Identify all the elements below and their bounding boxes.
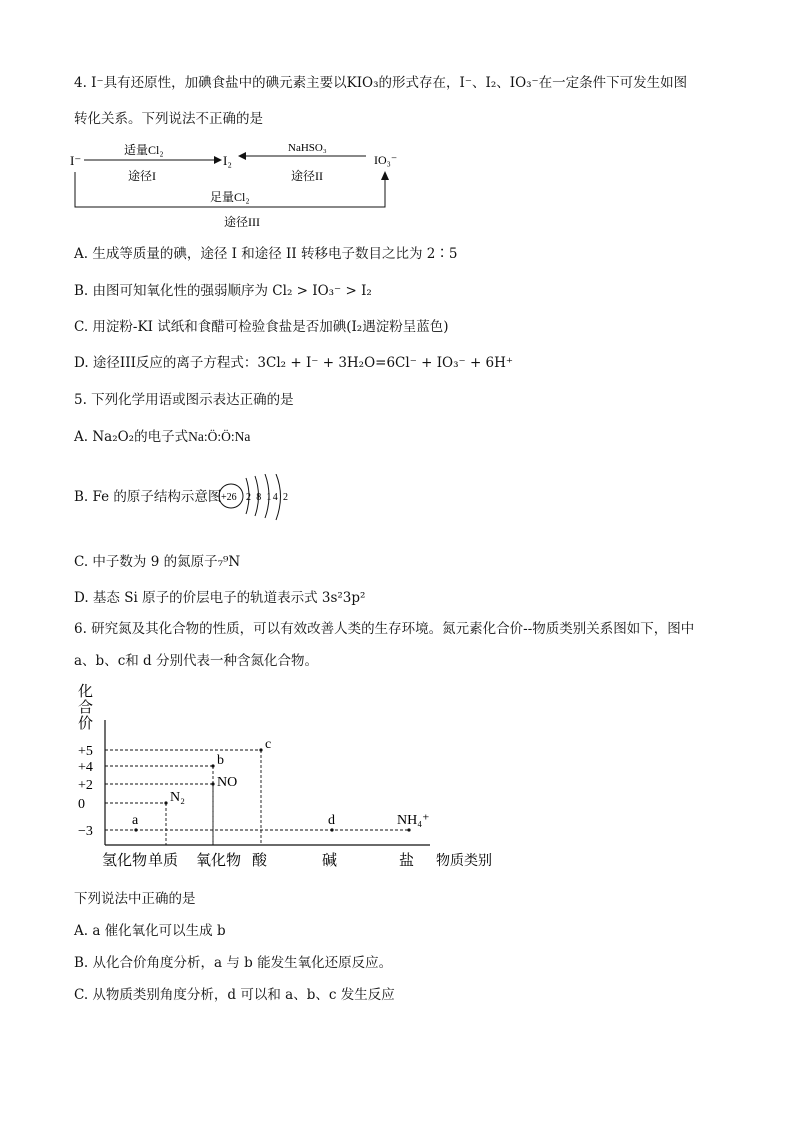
shell-electrons: 2 8 14 2: [246, 492, 288, 503]
na2o2-electron-formula: Na:Ö:Ö:Na: [188, 429, 251, 444]
fe-atom-structure-diagram: [216, 474, 296, 522]
x-category-label: 酸: [252, 853, 268, 869]
point-label: NH₄⁺: [397, 813, 430, 828]
q4-option-b: B. 由图可知氧化性的强弱顺序为 Cl₂ > IO₃⁻ > I₂: [74, 283, 372, 299]
q6-after-text: 下列说法中正确的是: [74, 891, 196, 907]
data-point: [259, 748, 262, 751]
q5-option-c: C. 中子数为 9 的氮原子₇⁹N: [74, 554, 241, 570]
x-category-label: 氧化物: [196, 853, 242, 869]
point-label: c: [265, 737, 272, 752]
q4-stem-line2: 转化关系。下列说法不正确的是: [74, 111, 263, 127]
label-path1: 途径I: [128, 169, 156, 183]
species-iodide: I⁻: [70, 153, 82, 168]
y-axis-title-char: 合: [78, 700, 94, 716]
q5-stem: 5. 下列化学用语或图示表达正确的是: [74, 392, 294, 408]
q5-option-a-text: A. Na₂O₂的电子式: [74, 429, 189, 445]
x-axis-title: 物质类别: [436, 854, 492, 869]
y-axis-title-char: 价: [78, 716, 94, 732]
q5-option-a: [74, 428, 250, 446]
data-point: [164, 801, 167, 804]
q5-option-d: D. 基态 Si 原子的价层电子的轨道表示式 3s²3p²: [74, 590, 366, 606]
point-label: NO: [217, 775, 238, 790]
y-axis-title-char: 化: [78, 684, 94, 700]
point-label: d: [328, 813, 335, 828]
label-path3: 途径III: [224, 215, 260, 229]
species-iodine: I₂: [223, 153, 232, 168]
q6-option-a: A. a 催化氧化可以生成 b: [74, 923, 226, 939]
point-label: b: [217, 753, 224, 768]
x-category-label: 氢化物: [102, 853, 148, 869]
y-tick-label: −3: [78, 824, 93, 839]
q4-option-a: A. 生成等质量的碘，途径 I 和途径 II 转移电子数目之比为 2∶5: [74, 246, 458, 262]
data-point: [134, 828, 137, 831]
data-point: [407, 828, 410, 831]
q4-stem-line1: 4. I⁻具有还原性，加碘食盐中的碘元素主要以KIO₃的形式存在，I⁻、I₂、IO₃⁻在一定条件下可发生如图: [74, 75, 688, 91]
y-tick-label: +5: [78, 744, 93, 759]
label-path2: 途径II: [291, 169, 323, 183]
species-iodate: IO₃⁻: [374, 153, 398, 167]
reagent-path1: 适量Cl₂: [124, 143, 164, 157]
point-label: N₂: [170, 790, 185, 805]
point-label: a: [132, 813, 139, 828]
q6-stem-line1: 6. 研究氮及其化合物的性质，可以有效改善人类的生存环境。氮元素化合价--物质类别关系图如下，图中: [74, 621, 695, 637]
q6-option-b: B. 从化合价角度分析，a 与 b 能发生氧化还原反应。: [74, 955, 393, 971]
q4-option-d: D. 途径III反应的离子方程式：3Cl₂ + I⁻ + 3H₂O=6Cl⁻ + IO₃⁻ + 6H⁺: [74, 355, 514, 371]
nitrogen-valence-chart: [70, 680, 520, 875]
x-category-label: 单质: [148, 853, 179, 869]
data-point: [211, 764, 214, 767]
y-tick-label: +2: [78, 778, 93, 793]
q4-option-c: C. 用淀粉-KI 试纸和食醋可检验食盐是否加碘(I₂遇淀粉呈蓝色): [74, 319, 449, 335]
nucleus-charge: +26: [221, 492, 237, 503]
iodine-conversion-diagram: [66, 138, 406, 234]
x-category-label: 碱: [322, 853, 338, 869]
q6-option-c: C. 从物质类别角度分析，d 可以和 a、b、c 发生反应: [74, 987, 395, 1003]
y-tick-label: +4: [78, 760, 93, 775]
data-point: [330, 828, 333, 831]
reagent-path2: NaHSO₃: [288, 142, 327, 154]
q5-option-b-text: B. Fe 的原子结构示意图: [74, 489, 222, 505]
x-category-label: 盐: [399, 853, 415, 869]
y-tick-label: 0: [78, 797, 85, 812]
q6-stem-line2: a、b、c和 d 分别代表一种含氮化合物。: [74, 653, 318, 669]
reagent-path3: 足量Cl₂: [210, 190, 250, 204]
